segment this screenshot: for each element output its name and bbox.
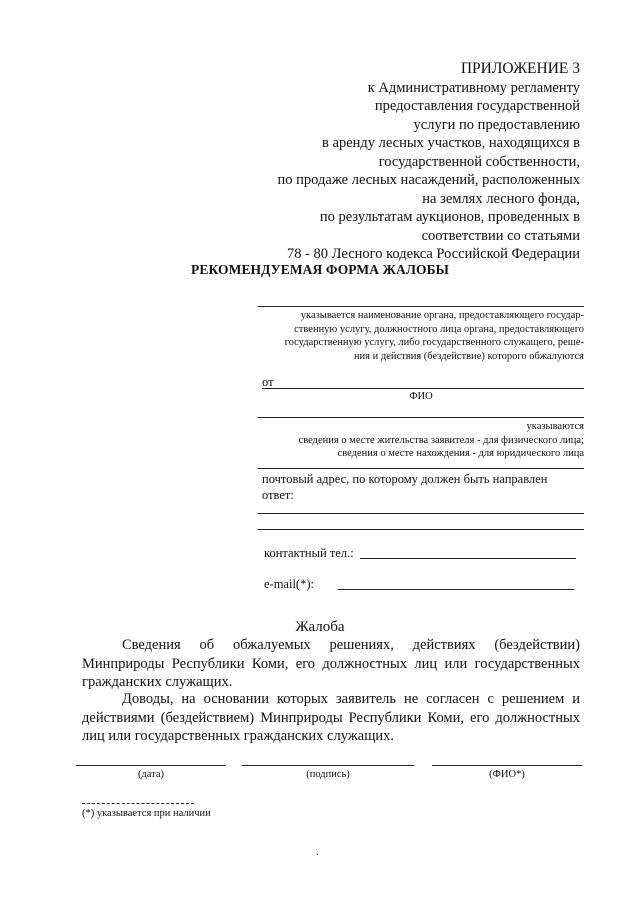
postal-label-line: почтовый адрес, по которому должен быть направлен (262, 472, 548, 486)
recipient-field-line[interactable] (258, 306, 584, 307)
annex-header (160, 60, 580, 264)
annex-line: государственной собственности, (378, 153, 580, 170)
email-field-line[interactable] (338, 589, 574, 590)
annex-line: на землях лесного фонда, (422, 190, 580, 207)
from-label: от (262, 375, 274, 389)
email-label: e-mail(*): (264, 577, 314, 591)
postal-top-line (258, 468, 584, 469)
hint-line: ния и действия (бездействие) которого обжалуются (353, 350, 584, 362)
annex-title: ПРИЛОЖЕНИЕ 3 (460, 60, 580, 77)
phone-field-line[interactable] (360, 558, 576, 559)
fio-caption: (ФИО*) (489, 769, 525, 780)
annex-line: по продаже лесных насаждений, расположенных (277, 172, 580, 188)
from-field-line[interactable] (262, 388, 584, 389)
date-field-line[interactable] (76, 765, 226, 766)
fio-label: ФИО (409, 391, 433, 402)
annex-line: предоставления государственной (374, 98, 580, 114)
address-field-line[interactable] (258, 417, 584, 418)
hint-line: ственную услугу, должностного лица органа, предоставляющего (294, 323, 584, 335)
annex-line: в аренду лесных участков, находящихся в (322, 135, 580, 151)
postal-field-line[interactable] (258, 513, 584, 514)
annex-line: соответствии со статьями (421, 227, 580, 244)
complaint-paragraph: Сведения об обжалуемых решениях, действиях (бездействии) Минприроды Республики Коми, его должностных лиц или государственных гражданских служащих. (82, 637, 580, 690)
complaint-heading: Жалоба (295, 619, 345, 635)
hint-line: сведения о месте жительства заявителя - для физического лица; (298, 434, 584, 446)
annex-line: по результатам аукционов, проведенных в (319, 209, 580, 225)
hint-line: государственную услугу, либо государственного служащего, реше- (284, 337, 584, 348)
annex-line: к Административному регламенту (367, 79, 580, 96)
page-mark: . (316, 847, 319, 858)
hint-line: сведения о месте нахождения - для юридического лица (337, 448, 584, 459)
recipient-hint (258, 309, 584, 363)
address-hint (258, 420, 584, 461)
postal-label (262, 471, 584, 503)
date-caption: (дата) (137, 769, 165, 780)
phone-label: контактный тел.: (264, 546, 354, 560)
form-title: РЕКОМЕНДУЕМАЯ ФОРМА ЖАЛОБЫ (191, 262, 449, 277)
complaint-paragraph: Доводы, на основании которых заявитель не согласен с решением и действиями (бездействием) Минприроды Республики Коми, его должностных лиц или государственных гражданских служащих. (82, 691, 580, 744)
hint-line: указывается наименование органа, предоставляющего государ- (300, 310, 584, 321)
annex-line: 78 - 80 Лесного кодекса Российской Федерации (286, 246, 580, 262)
signature-caption: (подпись) (306, 769, 350, 780)
footnote-divider (82, 803, 194, 804)
fio-sign-field-line[interactable] (432, 765, 582, 766)
annex-line: услуги по предоставлению (413, 116, 580, 133)
hint-line: указываются (526, 421, 584, 432)
postal-field-line[interactable] (258, 529, 584, 530)
postal-label-line: ответ: (262, 488, 294, 502)
footnote: (*) указывается при наличии (82, 808, 211, 819)
signature-field-line[interactable] (242, 765, 414, 766)
